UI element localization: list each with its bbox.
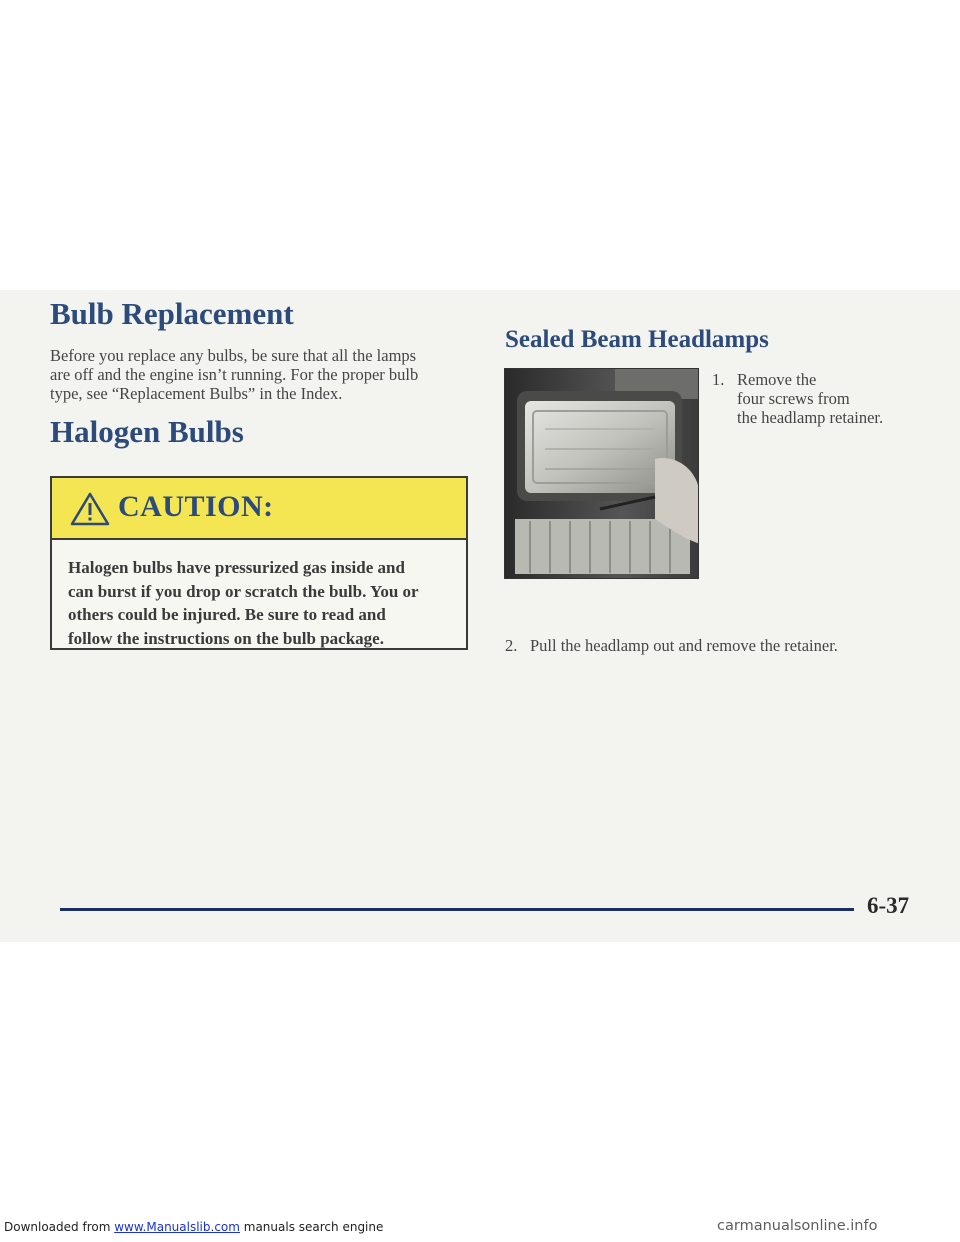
footer-prefix: Downloaded from bbox=[4, 1220, 115, 1234]
caution-line-1: Halogen bulbs have pressurized gas inside and bbox=[68, 558, 405, 577]
step-1-line-1: Remove the bbox=[737, 370, 817, 389]
headlamp-photo-illustration bbox=[505, 369, 699, 579]
sealed-beam-headlamps-heading: Sealed Beam Headlamps bbox=[505, 326, 769, 353]
caution-line-2: can burst if you drop or scratch the bulb. You or bbox=[68, 581, 419, 601]
bulb-paragraph-line-2: are off and the engine isn’t running. For the proper bulb bbox=[50, 365, 419, 384]
caution-line-4: follow the instructions on the bulb package. bbox=[68, 628, 384, 648]
page-number: 6-37 bbox=[867, 893, 910, 918]
bulb-paragraph-line-3: type, see “Replacement Bulbs” in the Index. bbox=[50, 384, 343, 403]
footer-rule bbox=[60, 908, 854, 911]
bulb-replacement-heading: Bulb Replacement bbox=[50, 296, 294, 331]
caution-line-3: others could be injured. Be sure to read and bbox=[68, 605, 386, 624]
step-1-number: 1. bbox=[712, 370, 725, 389]
warning-triangle-icon bbox=[70, 492, 110, 526]
footer-suffix: manuals search engine bbox=[239, 1220, 384, 1234]
step-2-text: Pull the headlamp out and remove the retainer. bbox=[530, 636, 838, 655]
caution-title: CAUTION: bbox=[118, 490, 274, 523]
headlamp-photo bbox=[504, 368, 699, 579]
caution-header bbox=[52, 478, 466, 540]
bulb-paragraph-line-1: Before you replace any bulbs, be sure that all the lamps bbox=[50, 346, 417, 365]
caution-box bbox=[50, 476, 468, 650]
caution-text bbox=[68, 556, 458, 650]
step-1-line-2: four screws from bbox=[737, 389, 850, 408]
step-1-line-3: the headlamp retainer. bbox=[737, 408, 884, 427]
step-2-number: 2. bbox=[505, 636, 518, 655]
manualslib-link[interactable]: www.Manualslib.com bbox=[114, 1220, 240, 1234]
halogen-bulbs-heading: Halogen Bulbs bbox=[50, 414, 244, 449]
watermark: carmanualsonline.info bbox=[717, 1218, 878, 1234]
download-footer bbox=[4, 1220, 383, 1234]
